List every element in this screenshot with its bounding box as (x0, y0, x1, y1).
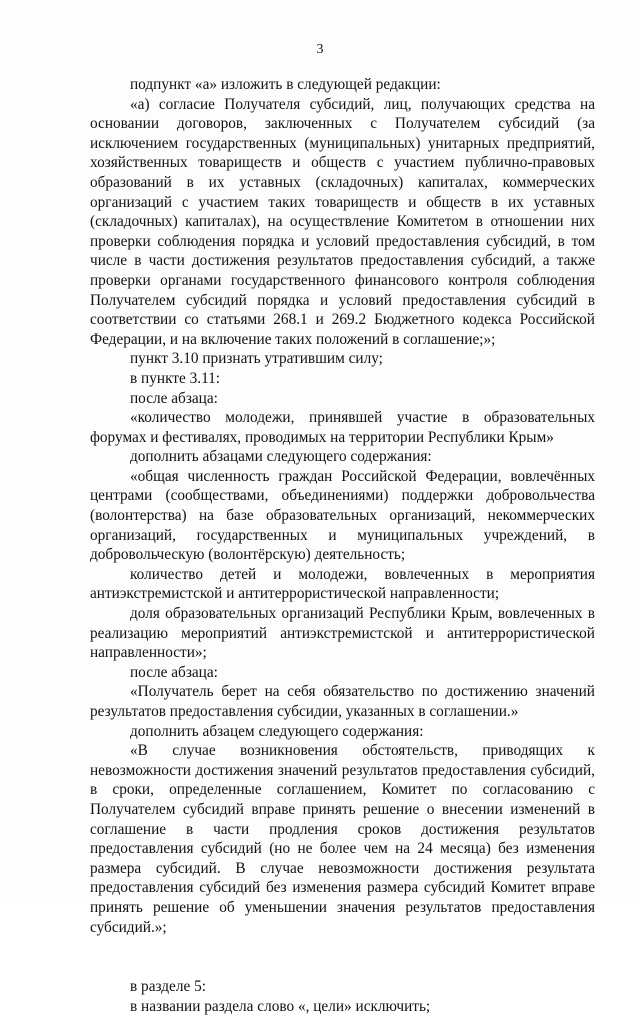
paragraph-subpoint-a-intro: подпункт «а» изложить в следующей редакции: (130, 76, 441, 93)
paragraph-org-share: доля образовательных организаций Республики Крым, вовлеченных в реализацию мероприятий антиэкстремистской и антитеррористической направленности»; (90, 605, 595, 662)
paragraph-point-3-11: в пункте 3.11: (130, 369, 221, 387)
paragraph-youth-count: «количество молодежи, принявшей участие в образовательных форумах и фестивалях, проводимых на территории Республики Крым» (90, 409, 595, 446)
paragraph-children-count: количество детей и молодежи, вовлеченных в мероприятия антиэкстремистской и антитеррористической направленности; (90, 565, 595, 603)
page-number: 3 (316, 42, 324, 57)
paragraph-section-title-change: в названии раздела слово «, цели» исключить; (130, 997, 431, 1015)
paragraph-volunteer-count: «общая численность граждан Российской Федерации, вовлечённых центрами (сообществами, объединениями) поддержки добровольчества (волонтерства) на базе образовательных организаций, некоммерческих организаций, государственных и муниципальных учреждений, в добровольческую (волонтёрскую) деятельность; (90, 467, 595, 564)
paragraph-section-5: в разделе 5: (130, 978, 206, 996)
paragraph-recipient-obligation: «Получатель берет на себя обязательство по достижению значений результатов предоставления субсидии, указанных в соглашении.» (90, 683, 595, 720)
paragraph-add-clause: дополнить абзацем следующего содержания: (130, 722, 424, 740)
paragraph-circumstances: «В случае возникновения обстоятельств, приводящих к невозможности достижения значений результатов предоставления субсидий, в сроки, определенные соглашением, Комитет по согласованию с Получателем субсидий вправе принять решение о внесении изменений в соглашение в части продления сроков достижения результатов предоставления субсидий (но не более чем на 24 месяца) без изменения размера субсидий. В случае невозможности достижения результата предоставления субсидий без изменения размера субсидий Комитет вправе принять решение об уменьшении значения результатов предоставления субсидий.»; (90, 742, 595, 936)
paragraph-point-3-10: пункт 3.10 признать утратившим силу; (130, 350, 383, 368)
paragraph-subpoint-a-text: «а) согласие Получателя субсидий, лиц, получающих средства на основании договоров, заключенных с Получателем субсидий (за исключением государственных (муниципальных) унитарных предприятий, хозяйственных товариществ и обществ с участием публично-правовых образований в их уставных (складочных) капиталах, коммерческих организаций с участием таких товариществ и обществ в их уставных (складочных) капиталах), на осуществление Комитетом в отношении них проверки соблюдения порядка и условий предоставления субсидий, в том числе в части достижения результатов предоставления субсидий, а также проверки органами государственного финансового контроля соблюдения Получателем субсидий порядка и условий предоставления субсидий в соответствии со статьями 268.1 и 269.2 Бюджетного кодекса Российской Федерации, и на включение таких положений в соглашение;»; (90, 95, 595, 348)
document-body (90, 75, 595, 1016)
paragraph-add-clauses: дополнить абзацами следующего содержания: (130, 448, 432, 466)
paragraph-after-clause-2: после абзаца: (130, 663, 218, 681)
paragraph-after-clause-1: после абзаца: (130, 389, 218, 407)
